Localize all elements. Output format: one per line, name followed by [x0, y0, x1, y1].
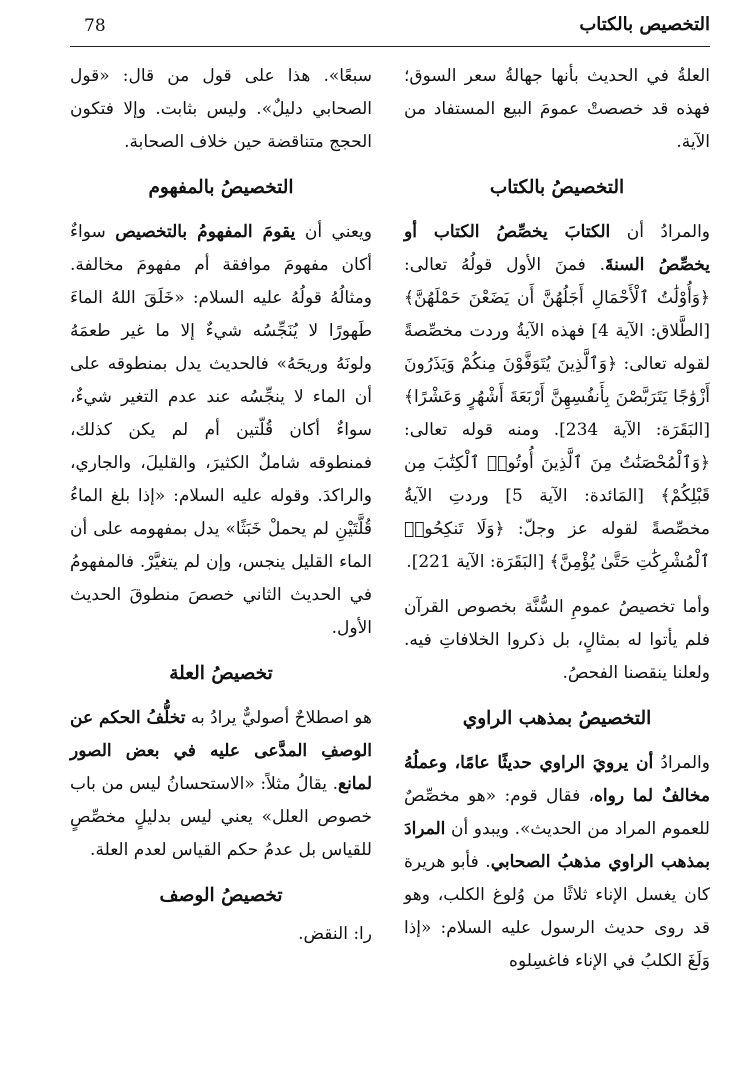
paragraph: وأما تخصيصُ عمومِ السُّنَّة بخصوص القرآن فلم يأتوا له بمثالٍ، بل ذكروا الخلافاتِ فيه. ولعلنا ينقصنا الفحصُ. [404, 597, 710, 683]
page-number: 78 [84, 16, 106, 36]
paragraph: ويعني أن يقومَ المفهومُ بالتخصيص سواءٌ أكان مفهومَ موافقة أم مفهومَ مخالفة. ومثالُهُ قولُهُ عليه السلام: «خَلَقَ اللهُ الماءَ طَهورًا لا يُنَجِّسُه شيءٌ إلا ما غير طعمَهُ ولونَهُ وريحَهُ» فالحديث يدل بمنطوقه على أن الماء لا ينجِّسُه عند عدم التغير شيءٌ، سواءٌ أكان قُلّتين أم لم يكن كذلك، فمنطوقه شاملٌ الكثيرَ، والقليلَ، والجاري، والراكدَ. وقوله عليه السلام: «إذا بلغ الماءُ قُلَّتَيْنِ لم يحملْ خَبَثًا» يدل بمفهومه على أن الماء القليل ينجس، وإن لم يتغيَّرْ. فالمفهومُ في الحديث الثاني خصصَ منطوقَ الحديث الأول. [70, 222, 372, 638]
paragraph: هو اصطلاحٌ أصوليٌّ يرادُ به تخلُّفُ الحكم عن الوصفِ المدَّعى عليه في بعض الصور لمانع. يقالُ مثلاً: «الاستحسانُ ليس من باب خصوص العلل» يعني ليس بدليلٍ مخصِّصٍ للقياس بل عدمُ حكم القياس لعدم العلة. [70, 708, 373, 860]
section-heading: التخصيصُ بالمفهوم [148, 177, 294, 198]
paragraph: سبعًا». هذا على قول من قال: «قول الصحابي دليلٌ». وليس بثابت. وإلا فتكون الحجج متناقضة حين خلاف الصحابة. [70, 66, 372, 152]
page-header [70, 12, 710, 47]
bold-term: أن يرويَ الراوي حديثًا عامًا، وعملُهُ مخالفٌ لما رواه [404, 753, 710, 806]
paragraph: والمرادُ أن الكتابَ يخصِّصُ الكتاب أو يخصِّصُ السنةَ. فمنَ الأول قولُهُ تعالى: ﴿وَأُوْلَٰتُ ٱلْأَحْمَالِ أَجَلُهُنَّ أَن يَضَعْنَ حَمْلَهُنَّ﴾ [الطَّلاق: الآية 4] فهذه الآيةُ وردت مخصِّصةً لقوله تعالى: ﴿وَٱلَّذِينَ يُتَوَفَّوْنَ مِنكُمْ وَيَذَرُونَ أَزْوَٰجًا يَتَرَبَّصْنَ بِأَنفُسِهِنَّ أَرْبَعَةَ أَشْهُرٍ وَعَشْرًا﴾ [البَقَرَة: الآية 234]. ومنه قوله تعالى: ﴿وَٱلْمُحْصَنَٰتُ مِنَ ٱلَّذِينَ أُوتُوا۟ ٱلْكِتَٰبَ مِن قَبْلِكُمْ﴾ [المَائدة: الآية 5] وردتِ الآيةُ مخصِّصةً لقوله عز وجلّ: ﴿وَلَا تَنكِحُوا۟ ٱلْمُشْرِكَٰتِ حَتَّىٰ يُؤْمِنَّ﴾ [البَقَرَة: الآية 221]. [404, 222, 711, 572]
bold-term: تخلُّفُ الحكم عن الوصفِ المدَّعى عليه في بعض الصور لمانع [70, 708, 372, 794]
running-title: التخصيص بالكتاب [579, 14, 710, 35]
right-column [404, 60, 710, 978]
left-column [70, 60, 372, 951]
bold-term: يقومَ المفهومُ بالتخصيص [115, 222, 296, 242]
section-heading: التخصيصُ بالكتاب [489, 177, 625, 198]
paragraph: والمرادُ أن يرويَ الراوي حديثًا عامًا، وعملُهُ مخالفٌ لما رواه، فقال قوم: «هو مخصِّصٌ للعموم المراد من الحديث». ويبدو أن المرادَ بمذهب الراوي مذهبُ الصحابي. فأبو هريرة كان يغسل الإناء ثلاثًا من وُلوغ الكلب، وهو قد روى حديث الرسول عليه السلام: «إذا وَلَغَ الكلبُ في الإناء فاغسِلوه [404, 753, 710, 971]
paragraph: را: النقض. [298, 924, 372, 944]
section-heading: التخصيصُ بمذهب الراوي [462, 708, 652, 729]
paragraph: العلةُ في الحديث بأنها جهالةُ سعر السوق؛ فهذه قد خصصتْ عمومَ البيع المستفاد من الآية. [404, 66, 710, 152]
section-heading: تخصيصُ العلة [169, 663, 273, 684]
bold-term: المرادَ بمذهب الراوي مذهبُ الصحابي [404, 819, 710, 872]
section-heading: تخصيصُ الوصف [159, 885, 283, 906]
bold-term: الكتابَ يخصِّصُ الكتاب أو يخصِّصُ السنةَ [404, 222, 710, 275]
